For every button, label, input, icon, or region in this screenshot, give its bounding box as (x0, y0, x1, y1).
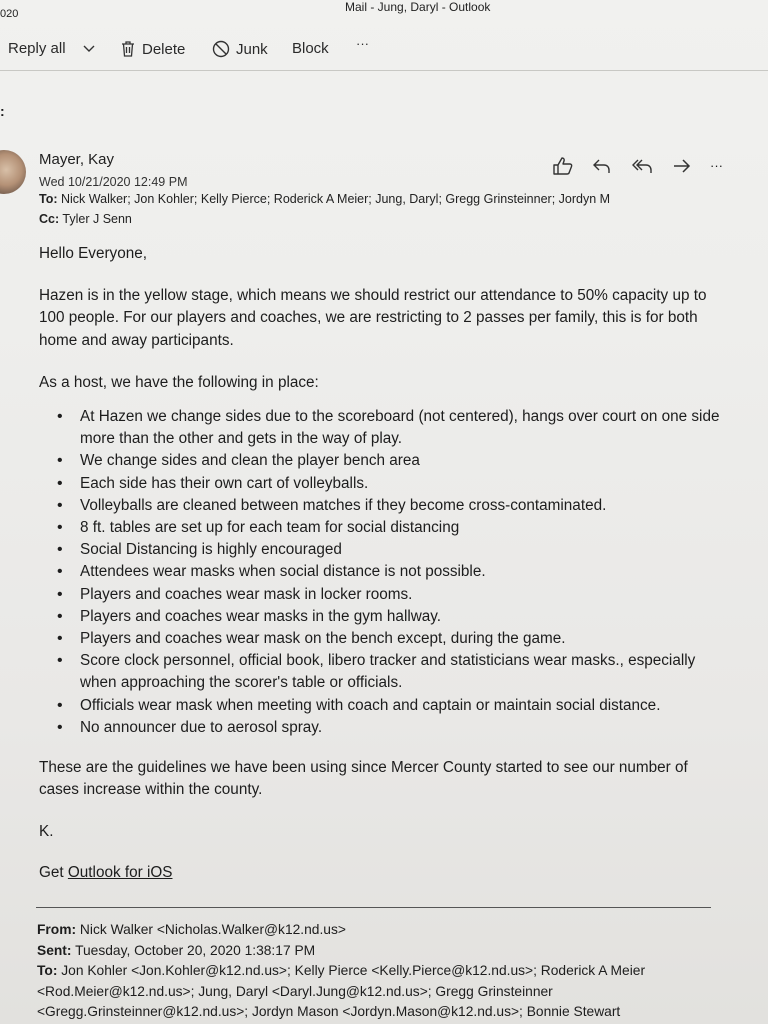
junk-label: Junk (236, 40, 268, 58)
reply-all-label: Reply all (8, 40, 66, 57)
list-item: • We change sides and clean the player bench area (39, 450, 729, 472)
block-label: Block (292, 40, 329, 57)
toolbar-more-label: ··· (356, 36, 369, 51)
list-item: • Players and coaches wear masks in the gym hallway. (39, 606, 729, 628)
get-prefix: Get (39, 863, 68, 881)
signoff: K. (39, 823, 54, 841)
message-body (39, 243, 729, 884)
body-paragraph-3: These are the guidelines we have been using since Mercer County started to see our number of cases increase within the county. (39, 759, 688, 799)
like-icon[interactable] (552, 156, 574, 181)
forward-separator (36, 907, 711, 908)
cc-line (39, 212, 132, 226)
avatar[interactable] (0, 150, 26, 194)
to-label: To: (39, 192, 58, 206)
fwd-sent-label: Sent: (37, 942, 72, 958)
forwarded-header (37, 920, 757, 1023)
body-paragraph-1: Hazen is in the yellow stage, which means we should restrict our attendance to 50% capacity up to 100 people. For our players and coaches, we are restricting to 2 passes per family, this is for both home and away participants. (39, 287, 707, 349)
reply-all-icon[interactable] (630, 156, 654, 181)
fwd-sent: Tuesday, October 20, 2020 1:38:17 PM (71, 942, 316, 958)
trash-icon (120, 40, 136, 58)
more-actions-button[interactable]: ··· (710, 158, 723, 173)
window-title: Mail - Jung, Daryl - Outlook (345, 0, 491, 14)
list-item: • Volleyballs are cleaned between matches if they become cross-contaminated. (39, 495, 729, 517)
to-line (39, 192, 610, 206)
body-paragraph-2: As a host, we have the following in place: (39, 373, 319, 391)
fwd-to-line (37, 961, 757, 982)
list-item: • Players and coaches wear mask in locker rooms. (39, 584, 729, 606)
to-recipients[interactable]: Nick Walker; Jon Kohler; Kelly Pierce; Roderick A Meier; Jung, Daryl; Gregg Grinsteinner; Jordyn M (61, 192, 611, 206)
toolbar-divider (0, 70, 768, 71)
outlook-ios-link[interactable]: Outlook for iOS (67, 863, 173, 881)
fwd-to-label: To: (37, 963, 58, 978)
list-item: • Each side has their own cart of volleyballs. (39, 473, 729, 495)
list-item: • At Hazen we change sides due to the scoreboard (not centered), hangs over court on one side more than the other and gets in the way of play. (39, 406, 729, 450)
list-item: • 8 ft. tables are set up for each team for social distancing (39, 517, 729, 539)
fwd-from: Nick Walker <Nicholas.Walker@k12.nd.us> (76, 922, 346, 937)
subject-fragment: : (0, 103, 5, 119)
reply-icon[interactable] (591, 156, 613, 181)
list-item: • Attendees wear masks when social distance is not possible. (39, 561, 729, 583)
toolbar-more-button[interactable] (356, 36, 369, 51)
cc-recipients[interactable]: Tyler J Senn (62, 212, 132, 226)
block-button[interactable] (292, 40, 329, 57)
list-item: • Score clock personnel, official book, libero tracker and statisticians wear masks., especially when approaching the scorer's table or officials. (39, 650, 729, 694)
list-item: • No announcer due to aerosol spray. (39, 717, 729, 739)
toolbar (0, 38, 768, 68)
sent-date: Wed 10/21/2020 12:49 PM (39, 175, 188, 189)
fwd-from-line (37, 920, 757, 941)
sender-name[interactable]: Mayer, Kay (39, 151, 115, 168)
delete-button[interactable] (120, 40, 185, 58)
block-circle-icon (212, 40, 230, 58)
date-fragment: 020 (0, 8, 19, 20)
junk-button[interactable] (212, 40, 268, 58)
message-actions (552, 156, 723, 181)
reply-all-button[interactable] (8, 40, 66, 57)
delete-label: Delete (142, 40, 186, 58)
fwd-to-line-3: <Gregg.Grinsteinner@k12.nd.us>; Jordyn Mason <Jordyn.Mason@k12.nd.us>; Bonnie Stewart (37, 1004, 621, 1019)
fwd-to-1: Jon Kohler <Jon.Kohler@k12.nd.us>; Kelly Pierce <Kelly.Pierce@k12.nd.us>; Roderick A Meier (57, 963, 646, 978)
reply-options-chevron-icon[interactable] (82, 42, 96, 56)
fwd-sent-line (37, 941, 757, 962)
list-item: • Officials wear mask when meeting with coach and captain or maintain social distance. (39, 695, 729, 717)
fwd-to-line-2: <Rod.Meier@k12.nd.us>; Jung, Daryl <Daryl.Jung@k12.nd.us>; Gregg Grinsteinner (37, 983, 553, 999)
guidelines-list (39, 406, 729, 739)
greeting: Hello Everyone, (39, 245, 147, 262)
forward-icon[interactable] (671, 156, 693, 181)
list-item: • Players and coaches wear mask on the bench except, during the game. (39, 628, 729, 650)
cc-label: Cc: (39, 212, 60, 226)
fwd-from-label: From: (37, 922, 77, 937)
list-item: • Social Distancing is highly encouraged (39, 539, 729, 561)
get-outlook-line (39, 862, 729, 884)
